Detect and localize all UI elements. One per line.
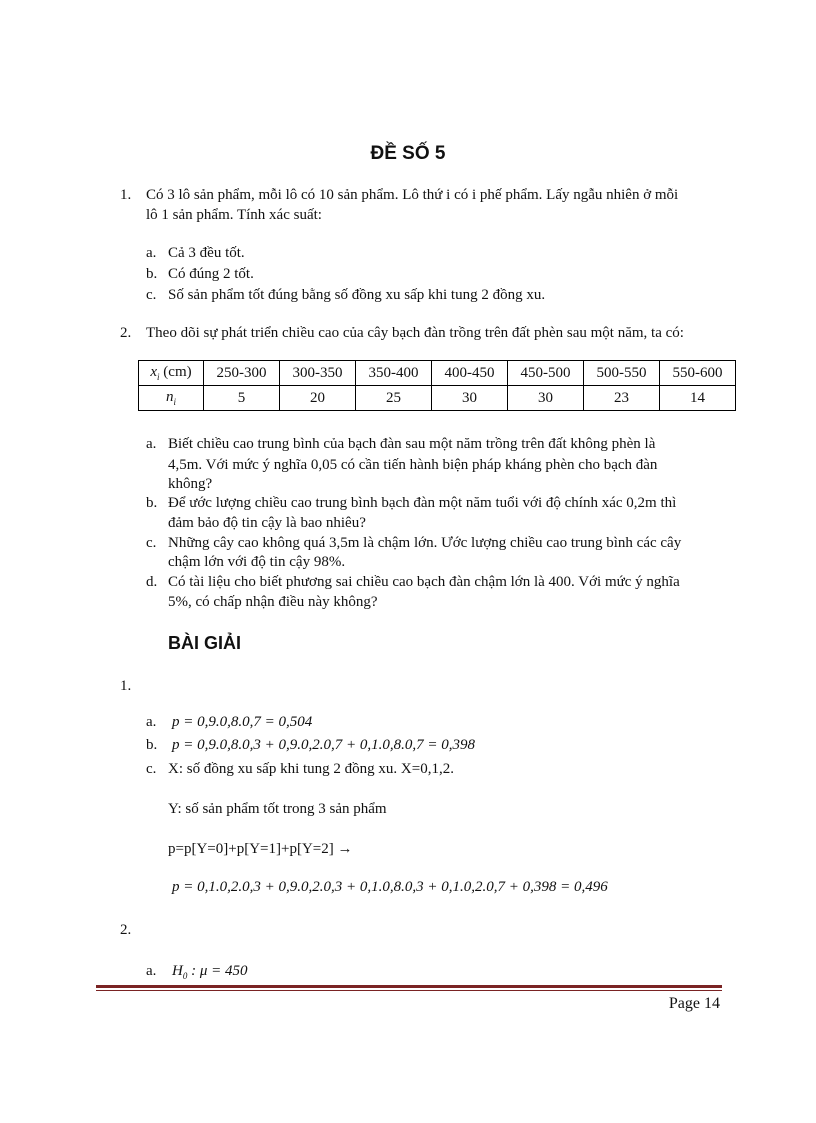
solution-2-number: 2.	[120, 922, 132, 938]
solution-1c-text: X: số đồng xu sấp khi tung 2 đồng xu. X=0,1,2.	[168, 761, 454, 777]
table-cell: 300-350	[280, 361, 356, 386]
q2-item-line: Những cây cao không quá 3,5m là chậm lớn. Ước lượng chiều cao trung bình các cây	[168, 535, 682, 551]
q1-line-2: lô 1 sản phẩm. Tính xác suất:	[146, 207, 322, 223]
q2-intro: Theo dõi sự phát triển chiều cao của cây bạch đàn trồng trên đất phèn sau một năm, ta có:	[146, 325, 684, 341]
solution-1a-label: a.	[146, 714, 157, 730]
q2-item-line: 4,5m. Với mức ý nghĩa 0,05 có cần tiến hành biện pháp kháng phèn cho bạch đàn	[168, 457, 658, 473]
solution-1-number: 1.	[120, 678, 132, 694]
q2-item-line: chậm lớn với độ tin cậy 98%.	[168, 554, 346, 570]
solution-p-formula: p = 0,1.0,2.0,3 + 0,9.0,2.0,3 + 0,1.0,8.0,3 + 0,1.0,2.0,7 + 0,398 = 0,496	[172, 879, 608, 895]
q2-item-label: b.	[146, 495, 158, 511]
q2-item-line: không?	[168, 476, 213, 492]
table-cell: 25	[356, 386, 432, 411]
table-cell: 500-550	[584, 361, 660, 386]
solution-y-text: Y: số sản phẩm tốt trong 3 sản phẩm	[168, 801, 387, 817]
footer-rule	[96, 985, 722, 988]
table-cell: 400-450	[432, 361, 508, 386]
table-cell: 20	[280, 386, 356, 411]
solution-2a-label: a.	[146, 963, 157, 979]
solution-1b-label: b.	[146, 737, 158, 753]
table-header-n: $n_i$	[139, 386, 204, 411]
page-title: ĐỀ SỐ 5	[370, 143, 446, 164]
solution-p-text: p=p[Y=0]+p[Y=1]+p[Y=2] →	[168, 841, 353, 857]
q1-item-label: a.	[146, 245, 157, 261]
table-cell: 450-500	[508, 361, 584, 386]
q2-item-label: a.	[146, 436, 157, 452]
q2-number: 2.	[120, 325, 132, 341]
table-row	[139, 386, 736, 411]
q2-item-label: c.	[146, 535, 157, 551]
solution-2a-hypothesis: $H_0$ : μ = 450	[172, 963, 248, 981]
footer-rule-thin	[96, 990, 722, 991]
q2-item-line: 5%, có chấp nhận điều này không?	[168, 594, 378, 610]
q1-item-text: Số sản phẩm tốt đúng bằng số đồng xu sấp khi tung 2 đồng xu.	[168, 287, 546, 303]
q1-line-1: Có 3 lô sản phẩm, mỗi lô có 10 sản phẩm. Lô thứ i có i phế phẩm. Lấy ngẫu nhiên ở mỗi	[146, 187, 679, 203]
table-row	[139, 361, 736, 386]
table-cell: 30	[432, 386, 508, 411]
q1-item-text: Cả 3 đều tốt.	[168, 245, 245, 261]
table-cell: 550-600	[660, 361, 736, 386]
table-cell: 5	[204, 386, 280, 411]
q1-item-label: b.	[146, 266, 158, 282]
q2-item-line: Biết chiều cao trung bình của bạch đàn sau một năm trồng trên đất không phèn là	[168, 436, 656, 452]
q2-item-line: đảm bảo độ tin cậy là bao nhiêu?	[168, 515, 366, 531]
table-cell: 14	[660, 386, 736, 411]
q1-item-label: c.	[146, 287, 157, 303]
solution-1c-label: c.	[146, 761, 157, 777]
q2-item-label: d.	[146, 574, 158, 590]
page-number: Page 14	[668, 995, 720, 1012]
solution-1a-formula: p = 0,9.0,8.0,7 = 0,504	[172, 714, 313, 730]
q2-item-line: Để ước lượng chiều cao trung bình bạch đàn một năm tuổi với độ chính xác 0,2m thì	[168, 495, 677, 511]
q2-item-line: Có tài liệu cho biết phương sai chiều cao bạch đàn chậm lớn là 400. Với mức ý nghĩa	[168, 574, 680, 590]
q1-item-text: Có đúng 2 tốt.	[168, 266, 254, 282]
q1-number: 1.	[120, 187, 132, 203]
table-header-x: $x_i$ (cm)	[139, 361, 204, 386]
table-cell: 23	[584, 386, 660, 411]
solution-heading: BÀI GIẢI	[168, 633, 242, 653]
table-cell: 250-300	[204, 361, 280, 386]
frequency-table	[138, 360, 736, 411]
solution-1b-formula: p = 0,9.0,8.0,3 + 0,9.0,2.0,7 + 0,1.0,8.0,7 = 0,398	[172, 737, 475, 753]
table-cell: 30	[508, 386, 584, 411]
table-cell: 350-400	[356, 361, 432, 386]
